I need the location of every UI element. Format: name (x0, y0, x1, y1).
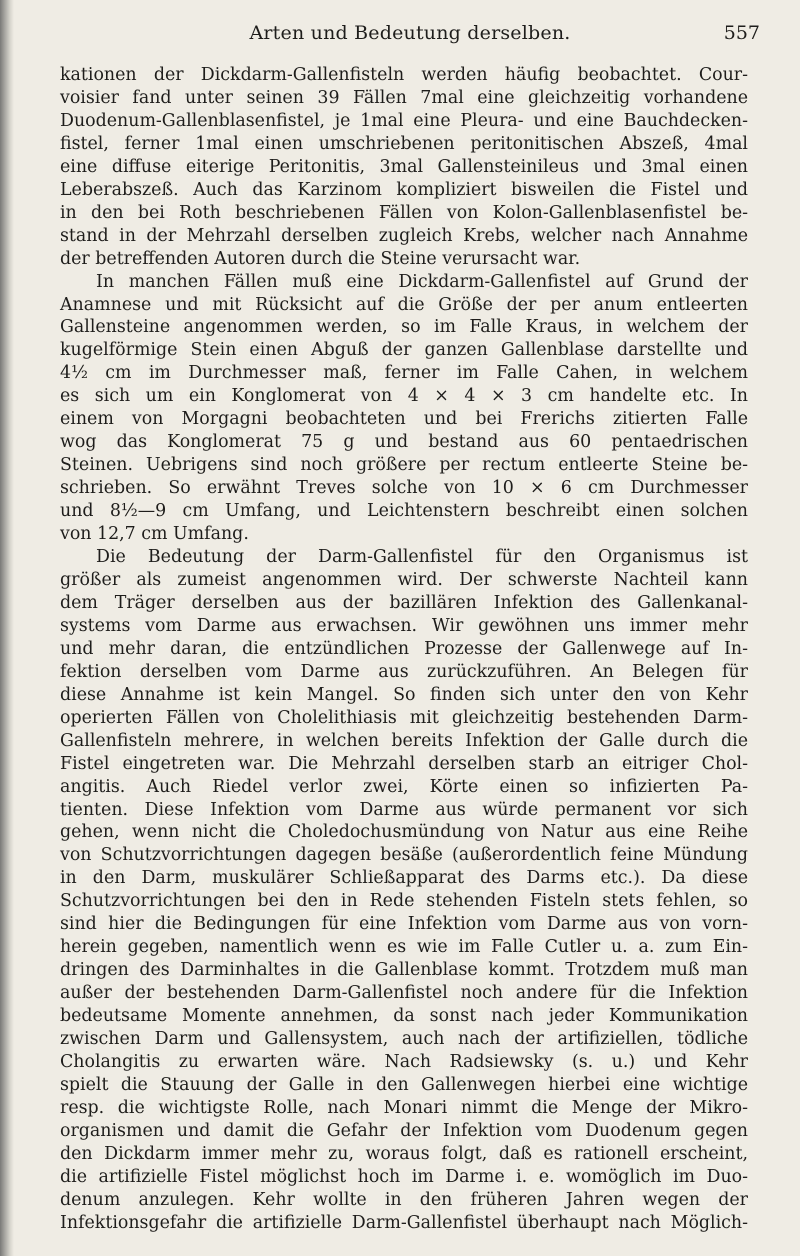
text-line: dringen des Darminhaltes in die Gallenblase kommt. Trotzdem muß man (60, 960, 748, 981)
text-line: gehen, wenn nicht die Choledochusmündung von Natur aus eine Reihe (60, 822, 748, 843)
page-binding-edge (0, 0, 14, 1256)
text-line: fektion derselben vom Darme aus zurückzuführen. An Belegen für (60, 661, 748, 682)
text-line: in den Darm, muskulärer Schließapparat des Darms etc.). Da diese (60, 868, 748, 889)
text-line: sind hier die Bedingungen für eine Infektion vom Darme aus von vorn- (60, 914, 748, 935)
text-line: von 12,7 cm Umfang. (60, 524, 249, 545)
text-line: Steinen. Uebrigens sind noch größere per rectum entleerte Steine be- (60, 455, 748, 476)
text-line: 4½ cm im Durchmesser maß, ferner im Falle Cahen, in welchem (60, 363, 748, 384)
text-line: organismen und damit die Gefahr der Infektion vom Duodenum gegen (60, 1120, 748, 1141)
text-line: Gallenfisteln mehrere, in welchen bereits Infektion der Galle durch die (60, 730, 748, 751)
text-line: herein gegeben, namentlich wenn es wie im Falle Cutler u. a. zum Ein- (60, 937, 748, 958)
text-line: Duodenum-Gallenblasenfistel, je 1mal eine Pleura- und eine Bauchdecken- (60, 110, 748, 131)
text-line: einem von Morgagni beobachteten und bei Frerichs zitierten Falle (60, 409, 748, 430)
text-line: der betreffenden Autoren durch die Steine verursacht war. (60, 248, 581, 269)
text-line: resp. die wichtigste Rolle, nach Monari nimmt die Menge der Mikro- (60, 1097, 748, 1118)
text-line: fistel, ferner 1mal einen umschriebenen peritonitischen Abszeß, 4mal (60, 133, 748, 154)
page-number: 557 (723, 22, 760, 44)
text-line: Infektionsgefahr die artifizielle Darm-Gallenfistel überhaupt nach Möglich- (60, 1212, 748, 1233)
text-line: von Schutzvorrichtungen dagegen besäße (außerordentlich feine Mündung (60, 845, 748, 866)
text-line: Schutzvorrichtungen bei den in Rede stehenden Fisteln stets fehlen, so (60, 891, 748, 912)
text-line: wog das Konglomerat 75 g und bestand aus 60 pentaedrischen (60, 432, 748, 453)
text-line: Leberabszeß. Auch das Karzinom kompliziert bisweilen die Fistel und (60, 179, 748, 200)
text-line: kugelförmige Stein einen Abguß der ganzen Gallenblase darstellte und (60, 340, 748, 361)
text-line: Gallensteine angenommen werden, so im Falle Kraus, in welchem der (60, 317, 748, 338)
text-line: größer als zumeist angenommen wird. Der schwerste Nachteil kann (60, 569, 748, 590)
text-line: schrieben. So erwähnt Treves solche von 10 × 6 cm Durchmesser (60, 478, 748, 499)
text-line: dem Träger derselben aus der bazillären Infektion des Gallenkanal- (60, 592, 748, 613)
text-line: es sich um ein Konglomerat von 4 × 4 × 3 cm handelte etc. In (60, 386, 748, 407)
text-line: spielt die Stauung der Galle in den Gallenwegen hierbei eine wichtige (60, 1074, 748, 1095)
text-line: und 8½—9 cm Umfang, und Leichtenstern beschreibt einen solchen (60, 501, 748, 522)
text-line: den Dickdarm immer mehr zu, woraus folgt, daß es rationell erscheint, (60, 1143, 748, 1164)
text-line: bedeutsame Momente annehmen, da sonst nach jeder Kommunikation (60, 1006, 748, 1027)
text-line: Anamnese und mit Rücksicht auf die Größe der per anum entleerten (60, 294, 748, 315)
text-line: Die Bedeutung der Darm-Gallenfistel für den Organismus ist (96, 547, 748, 568)
text-line: und mehr daran, die entzündlichen Prozesse der Gallenwege auf In- (60, 638, 748, 659)
running-title: Arten und Bedeutung derselben. (249, 22, 571, 44)
text-line: stand in der Mehrzahl derselben zugleich Krebs, welcher nach Annahme (60, 225, 748, 246)
text-line: zwischen Darm und Gallensystem, auch nach der artifiziellen, tödliche (60, 1029, 748, 1050)
text-line: tienten. Diese Infektion vom Darme aus würde permanent vor sich (60, 799, 748, 820)
text-line: Cholangitis zu erwarten wäre. Nach Radsiewsky (s. u.) und Kehr (60, 1051, 748, 1072)
text-line: In manchen Fällen muß eine Dickdarm-Gallenfistel auf Grund der (96, 271, 748, 292)
text-line: diese Annahme ist kein Mangel. So finden sich unter den von Kehr (60, 684, 748, 705)
text-line: die artifizielle Fistel möglichst hoch im Darme i. e. womöglich im Duo- (60, 1166, 748, 1187)
text-line: systems vom Darme aus erwachsen. Wir gewöhnen uns immer mehr (60, 615, 748, 636)
text-line: Fistel eingetreten war. Die Mehrzahl derselben starb an eitriger Chol- (60, 753, 748, 774)
text-line: voisier fand unter seinen 39 Fällen 7mal eine gleichzeitig vorhandene (60, 87, 748, 108)
text-line: kationen der Dickdarm-Gallenfisteln werden häufig beobachtet. Cour- (60, 65, 748, 85)
text-line: angitis. Auch Riedel verlor zwei, Körte einen so infizierten Pa- (60, 776, 748, 797)
page-header (60, 14, 760, 50)
text-line: eine diffuse eiterige Peritonitis, 3mal Gallensteinileus und 3mal einen (60, 156, 748, 177)
body-text (60, 64, 748, 1235)
text-line: in den bei Roth beschriebenen Fällen von Kolon-Gallenblasenfistel be- (60, 202, 748, 223)
text-line: denum anzulegen. Kehr wollte in den früheren Jahren wegen der (60, 1189, 748, 1210)
text-line: operierten Fällen von Cholelithiasis mit gleichzeitig bestehenden Darm- (60, 707, 748, 728)
text-line: außer der bestehenden Darm-Gallenfistel noch andere für die Infektion (60, 983, 748, 1004)
